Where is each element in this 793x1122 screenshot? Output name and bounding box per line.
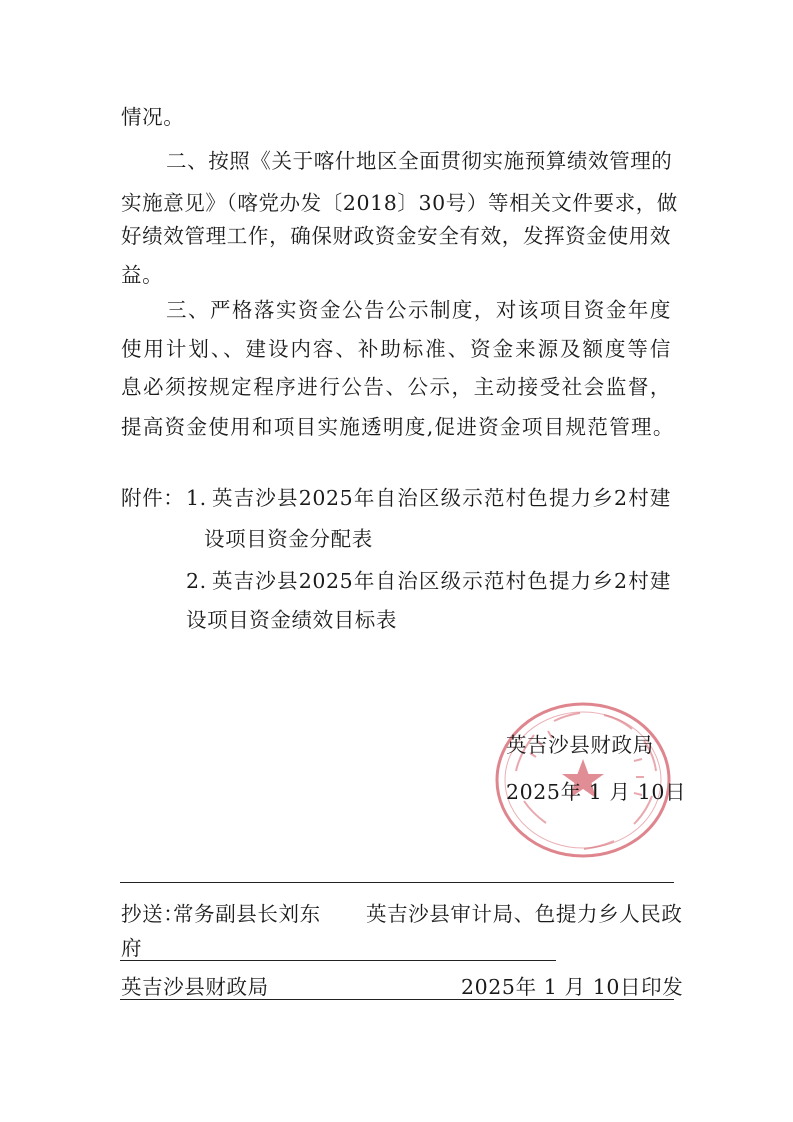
attachments-label: 附件： — [121, 486, 185, 510]
text-line: 情况。 — [121, 105, 185, 129]
text-line: 好绩效管理工作，确保财政资金安全有效，发挥资金使用效 — [121, 224, 671, 248]
cc-recipient-cont: 府 — [121, 936, 143, 960]
issue-date: 2025年 1 月 10日 — [506, 780, 687, 804]
attachment-title: 英吉沙县2025年自治区级示范村色提力乡2村建 — [212, 569, 671, 593]
attachment-number: 1. — [186, 486, 207, 510]
text-line: 实施意见》（喀党办发〔2018〕30号）等相关文件要求，做 — [121, 191, 678, 215]
footer-bottom-rule — [120, 999, 674, 1000]
attachment-title: 英吉沙县2025年自治区级示范村色提力乡2村建 — [212, 486, 671, 510]
text-line: 息必须按规定程序进行公告、公示，主动接受社会监督， — [121, 375, 671, 399]
attachment-title-cont: 设项目资金分配表 — [204, 527, 373, 551]
footer-top-rule — [120, 882, 674, 883]
cc-recipient: 英吉沙县审计局、色提力乡人民政 — [366, 902, 683, 926]
footer-issuer: 英吉沙县财政局 — [121, 975, 269, 999]
text-line: 二、按照《关于喀什地区全面贯彻实施预算绩效管理的 — [166, 149, 673, 173]
footer-middle-rule — [120, 960, 556, 961]
footer-issue-date: 2025年 1 月 10日印发 — [461, 975, 684, 999]
text-line: 益。 — [121, 263, 164, 287]
text-line: 三、严格落实资金公告公示制度，对该项目资金年度 — [166, 298, 671, 322]
text-line: 提高资金使用和项目实施透明度,促进资金项目规范管理。 — [121, 415, 674, 439]
attachment-number: 2. — [186, 569, 207, 593]
cc-label: 抄送： — [121, 902, 185, 926]
text-line: 使用计划、、建设内容、补助标准、资金来源及额度等信 — [121, 337, 671, 361]
issuing-organization: 英吉沙县财政局 — [506, 733, 654, 757]
attachment-title-cont: 设项目资金绩效目标表 — [186, 608, 397, 632]
cc-recipient: 常务副县长刘东 — [173, 902, 321, 926]
